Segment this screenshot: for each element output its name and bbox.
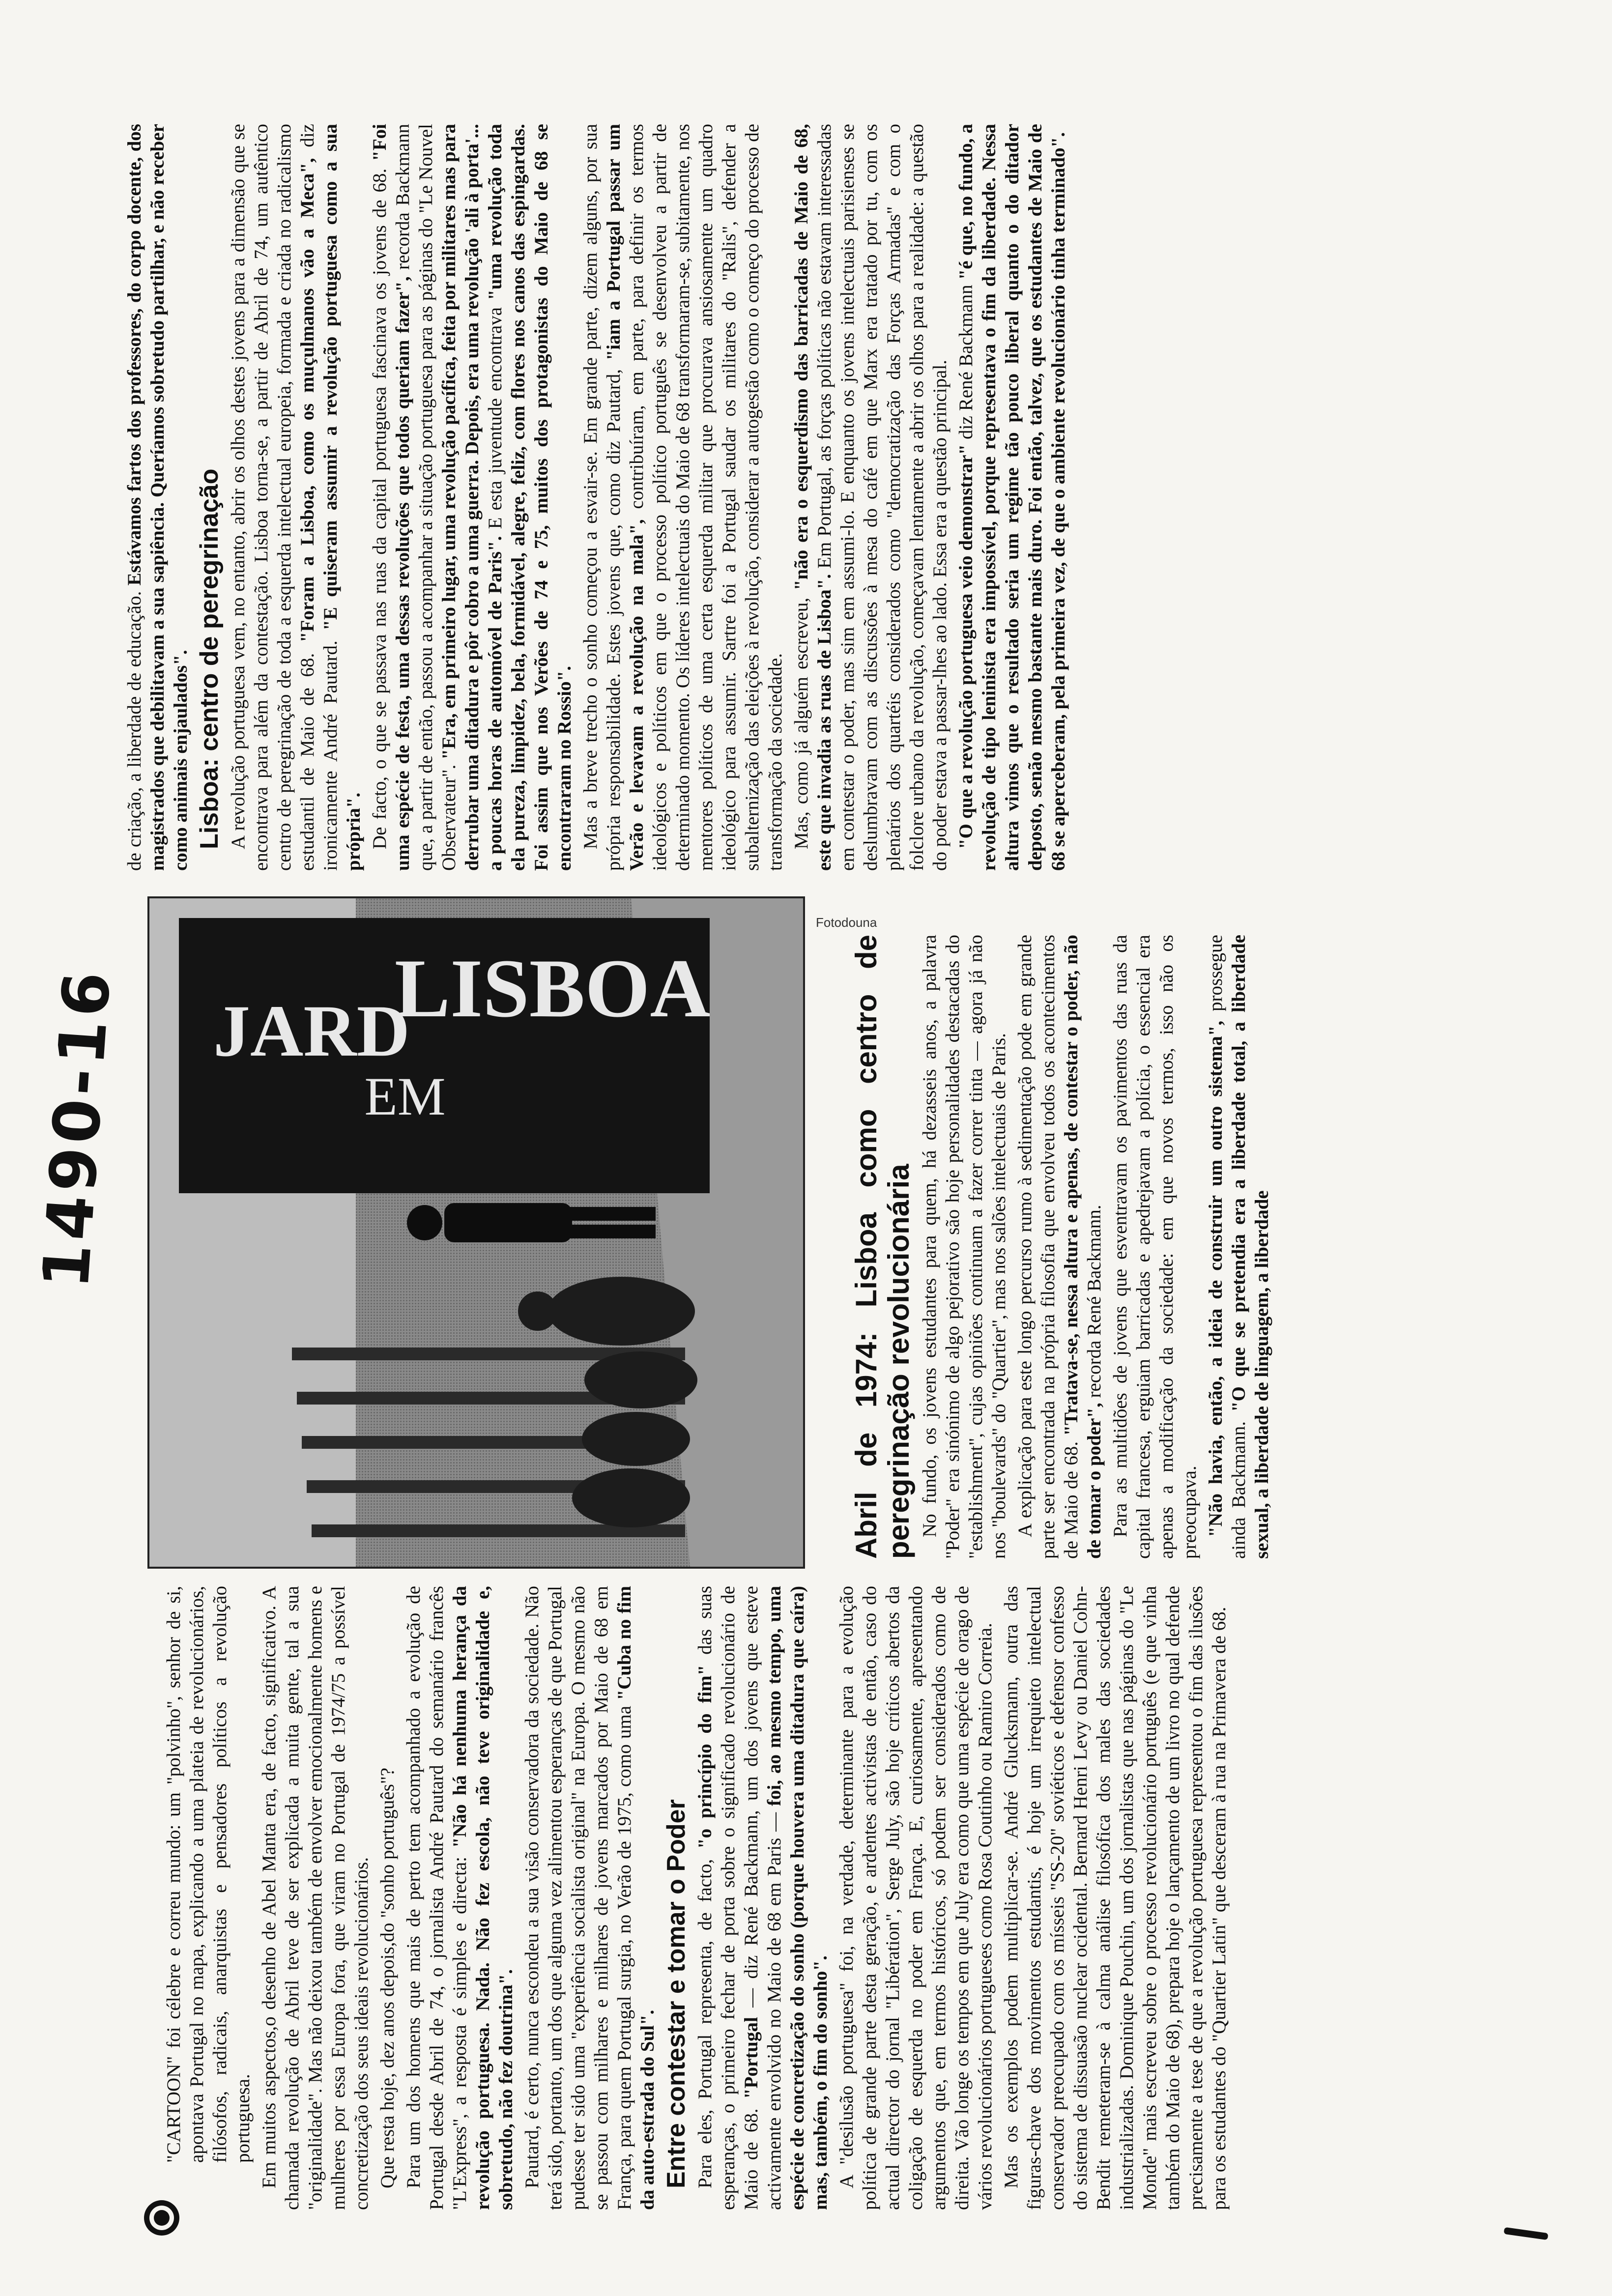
paragraph: Que resta hoje, dez anos depois,do "sonho português"? xyxy=(377,1767,398,2188)
paragraph: No fundo, os jovens estudantes para quem, há dezasseis anos, a palavra "Poder" era sinónimo de algo pejorativo são hoje personalidades destacadas do "establishment", cujas opiniões continuam a fazer correr tinta — agora já não nos "boulevards" do "Quartier", mas nos salões intelectuais de Paris. xyxy=(919,935,1009,1559)
photo-sign-text-2: EM xyxy=(364,1066,446,1126)
paragraph: Para um dos homens que mais de perto tem acompanhado a evolução de Portugal desde Abril de 74, o jornalista André Pautard do semanário francês "L'Express", a resposta é simples e directa: "Não há nenhuma herança da revolução portuguesa. Nada. Não fez escola, não teve originalidade e, sobretudo, não fez doutrina". xyxy=(403,1586,517,2210)
paragraph: A explicação para este longo percurso rumo à sedimentação pode em grande parte ser encontrada na própria filosofia que envolveu todos os acontecimentos de Maio de 68. "Tratava-se, nessa altura e apenas, de contestar o poder, não de tomar o poder", recorda René Backmann. xyxy=(1014,934,1105,1559)
photo-caption: Abril de 1974: Lisboa como centro de peregrinação revolucionária xyxy=(850,935,915,1559)
paragraph: Em muitos aspectos,o desenho de Abel Manta era, de facto, significativo. A chamada revolução de Abril teve de ser explicada a muita gente, tal a sua "originalidade". Mas não deixou também de envolver emocionalmente homens e mulheres por essa Europa fora, que viram no Portugal de 1974/75 a possível concretização dos seus ideais revolucionários. xyxy=(259,1586,372,2210)
article-column-1 xyxy=(162,1586,1563,2210)
subheading: Entre contestar e tomar o Poder xyxy=(662,1799,691,2188)
photo-illustration xyxy=(149,898,803,1567)
paragraph: A revolução portuguesa vem, no entanto, abrir os olhos destes jovens para a dimensão que se encontrava para além da contestação. Lisboa torna-se, a partir de Abril de 74, um autêntico centro de peregrinação de toda a esquerda intelectual europeia, formada e criada no radicalismo estudantil de Maio de 68. "Foram a Lisboa, como os muçulmanos vão a Meca", diz ironicamente André Pautard. "E quiseram assumir a revolução portuguesa como a sua própria". xyxy=(228,124,364,871)
paragraph: Mas a breve trecho o sonho começou a esvair-se. Em grande parte, dizem alguns, por sua própria responsabilidade. Estes jovens que, como diz Pautard, "iam a Portugal passar um Verão e levavam a revolução na mala", contribuíram, em parte, para definir os termos ideológicos e políticos em que o processo político português se desenvolveu a partir de determinado momento. Os líderes intelectuais do Maio de 68 transformaram-se, subitamente, nos mentores políticos de uma certa esquerda militar que procurava ansiosamente um quadro ideológico para assumir. Sartre foi a Portugal saudar os militares do "Ralis", defender a subalternização das eleições à revolução, considerar a autogestão como o começo do processo de transformação da sociedade. xyxy=(580,124,786,871)
paragraph: "CARTOON" foi célebre e correu mundo: um "polvinho", senhor de si, apontava Portugal no mapa, explicando a uma plateia de revolucionários, filósofos, radicais, anarquistas e pensadores políticos a revolução portuguesa. xyxy=(163,1586,254,2163)
paragraph: Mas, como já alguém escreveu, "não era o esquerdismo das barricadas de Maio de 68, este que invadia as ruas de Lisboa". Em Portugal, as forças políticas não estavam interessadas em contestar o poder, mas sim em assumi-lo. E enquanto os jovens intelectuais parisienses se deslumbravam com as discussões à mesa do café em que Marx era tratado por tu, com os plenários dos quartéis considerados como "democratização das Forças Armadas" e com o folclore urbano da revolução, começavam lentamente a abrir os olhos para a realidade: a questão do poder estava a passar-lhes ao lado. Essa era a questão principal. xyxy=(791,123,950,871)
article-column-3 xyxy=(123,124,1563,871)
paragraph: A "desilusão portuguesa" foi, na verdade, determinante para a evolução política de grande parte desta geração, e ardentes activistas de então, caso do actual director do jornal "Libération", Serge July, são hoje críticos abertos da coligação de esquerda no poder em França. E, curiosamente, apresentando argumentos que, em termos históricos, só podem ser considerados como de direita. Vão longe os tempos em que July era como que uma espécie de orago de vários revolucionários portugueses como Rosa Coutinho ou Ramiro Correia. xyxy=(836,1586,996,2210)
paragraph: Para eles, Portugal representa, de facto, "o princípio do fim" das suas esperanças, o primeiro fechar de porta sobre o significado revolucionário de Maio de 68. "Portugal — diz René Backmann, um dos jovens que esteve activamente envolvido no Maio de 68 em Paris — foi, ao mesmo tempo, uma espécie de concretização do sonho (porque houvera uma ditadura que caíra) mas, também, o fim do sonho". xyxy=(694,1585,831,2210)
paragraph: "Não havia, então, a ideia de construir um outro sistema", prossegue ainda Backmann. "O que se pretendia era a liberdade total, a liberdade sexual, a liberdade de linguagem, a liberdade xyxy=(1205,934,1272,1559)
article-column-2 xyxy=(850,935,1563,1559)
photo xyxy=(147,896,805,1569)
paragraph: Pautard, é certo, nunca escondeu a sua visão conservadora da sociedade. Não terá sido, portanto, um dos que alguma vez alimentou esperanças de que Portugal pudesse ter sido uma "experiência socialista original" na Europa. O mesmo não se passou com milhares e milhares de jovens marcados por Maio de 68 em França, para quem Portugal surgia, no Verão de 1975, como uma "Cuba no fim da auto-estrada do Sul". xyxy=(521,1586,658,2210)
paragraph: de criação, a liberdade de educação. Estávamos fartos dos professores, do corpo docente, dos magistrados que debilitavam a sua sapiência. Queríamos sobretudo partilhar, e não receber como animais enjaulados". xyxy=(124,124,191,871)
subheading: Lisboa: centro de peregrinação xyxy=(195,468,224,849)
handwritten-note: 1490-16 xyxy=(28,965,125,1291)
paragraph: Para as multidões de jovens que esventravam os pavimentos das ruas da capital francesa, erguiam barricadas e apedrejavam a polícia, o essencial era apenas a modificação da sociedade: em que novos termos, isso não os preocupava. xyxy=(1110,935,1200,1559)
photo-sign-text-3: LISBOA xyxy=(394,942,711,1034)
paragraph: De facto, o que se passava nas ruas da capital portuguesa fascinava os jovens de 68. "Foi uma espécie de festa, uma dessas revoluções que todos queriam fazer", recorda Backmann que, a partir de então, passou a acompanhar a situação portuguesa para as páginas do "Le Nouvel Observateur". "Era, em primeiro lugar, uma revolução pacífica, feita por militares mas para derrubar uma ditadura e pôr cobro a uma guerra. Depois, era uma revolução 'ali à porta'... a poucas horas de automóvel de Paris". E esta juventude encontrava "uma revolução toda ela pureza, limpidez, bela, formidável, alegre, feliz, com flores nos canos das espingardas. Foi assim que nos Verões de 74 e 75, muitos dos protagonistas do Maio de 68 se encontraram no Rossio". xyxy=(369,123,575,871)
ink-mark xyxy=(1503,2227,1548,2240)
paragraph: Mas os exemplos podem multiplicar-se. André Glucksmann, outra das figuras-chave dos movimentos estudantis, é hoje um irrequieto intelectual conservador preocupado com os mísseis "SS-20" soviéticos e defensor confesso do sistema de dissuasão nuclear ocidental. Bernard Henri Levy ou Daniel Cohn-Bendit remeteram-se à calma análise filosófica dos males das sociedades industrializadas. Dominique Pouchin, um dos jornalistas que nas páginas do "Le Monde" mais escreveu sobre o processo revolucionário português (e que vinha também do Maio de 68), prepara hoje o lançamento de um livro no qual defende precisamente a tese de que a revolução portuguesa representou o fim das ilusões para os estudantes do "Quartier Latin" que desceram à rua na Primavera de 68. xyxy=(1001,1586,1230,2210)
photo-credit: Fotodouna xyxy=(816,915,877,930)
photo-sign-text-1: JARD xyxy=(213,990,410,1072)
paragraph: "O que a revolução portuguesa veio demonstrar" diz René Backmann "é que, no fundo, a revolução de tipo leninista era impossível, porque representava o fim da liberdade. Nessa altura vimos que o resultado seria um regime tão pouco liberal quanto o do ditador deposto, senão mesmo bastante mais duro. Foi então, talvez, que os estudantes de Maio de 68 se aperceberam, pela primeira vez, de que o ambiente revolucionário tinha terminado". xyxy=(955,123,1069,871)
